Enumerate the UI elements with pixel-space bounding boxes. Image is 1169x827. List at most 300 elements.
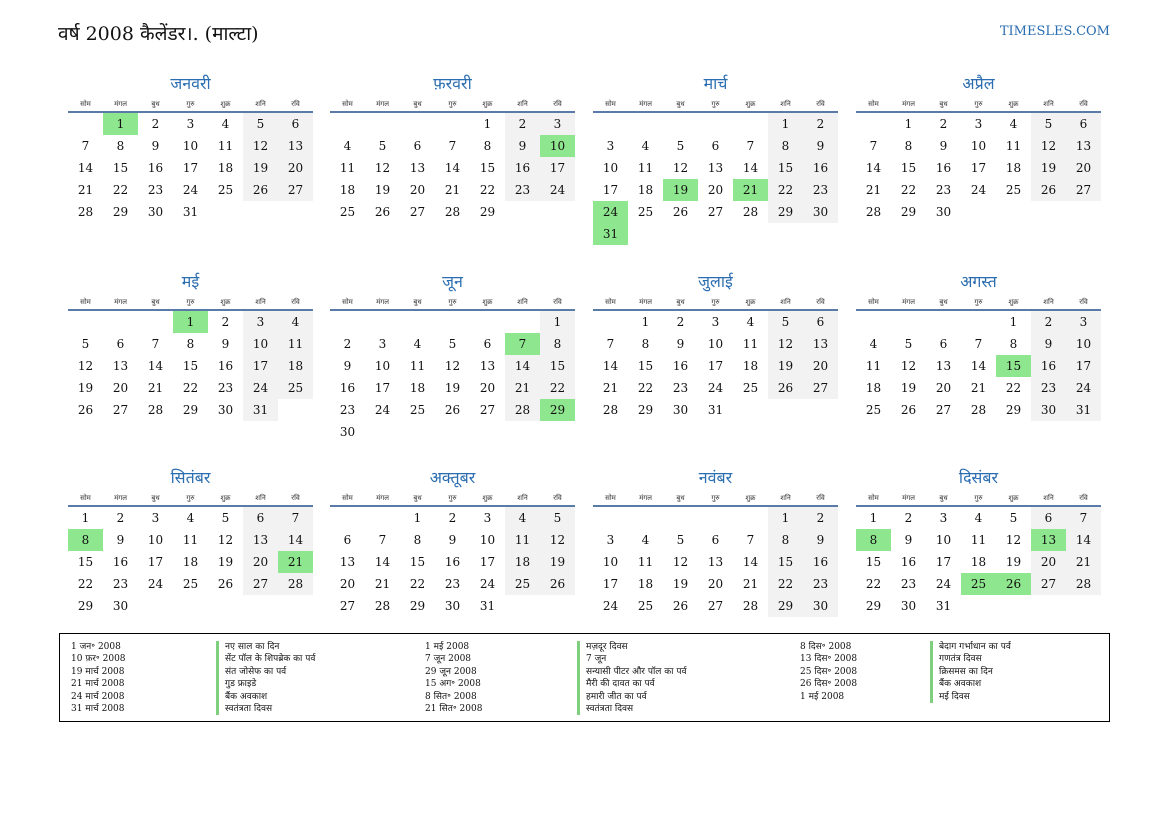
day-cell[interactable]: 14 [505, 355, 540, 377]
day-cell[interactable]: 12 [217, 533, 234, 547]
day-cell[interactable]: 16 [803, 157, 838, 179]
day-cell[interactable]: 15 [768, 157, 803, 179]
day-cell[interactable]: 20 [479, 381, 496, 395]
day-cell[interactable]: 2 [1031, 311, 1066, 333]
day-cell[interactable]: 11 [1005, 139, 1022, 153]
day-cell[interactable]: 27 [707, 599, 724, 613]
day-cell[interactable]: 3 [1066, 311, 1101, 333]
day-cell[interactable]: 10 [374, 359, 391, 373]
day-cell[interactable]: 21 [865, 183, 882, 197]
day-cell[interactable]: 29 [77, 599, 94, 613]
day-cell[interactable]: 6 [711, 139, 720, 153]
day-cell[interactable]: 6 [116, 337, 125, 351]
day-cell[interactable]: 9 [116, 533, 125, 547]
day-cell[interactable]: 3 [186, 117, 195, 131]
day-cell[interactable]: 9 [151, 139, 160, 153]
day-cell[interactable]: 27 [278, 179, 313, 201]
day-cell[interactable]: 25 [637, 599, 654, 613]
day-cell[interactable]: 3 [606, 139, 615, 153]
day-cell[interactable]: 16 [935, 161, 952, 175]
day-cell[interactable]: 16 [672, 359, 689, 373]
day-cell[interactable]: 24 [1066, 377, 1101, 399]
day-cell[interactable]: 28 [602, 403, 619, 417]
day-cell[interactable]: 25 [409, 403, 426, 417]
day-cell[interactable]: 3 [606, 533, 615, 547]
day-cell[interactable]: 7 [151, 337, 160, 351]
day-cell[interactable]: 12 [243, 135, 278, 157]
day-cell[interactable]: 4 [278, 311, 313, 333]
day-cell[interactable]: 2 [676, 315, 685, 329]
day-cell[interactable]: 9 [448, 533, 457, 547]
day-cell[interactable]: 25 [217, 183, 234, 197]
day-cell[interactable]: 28 [742, 599, 759, 613]
day-cell[interactable]: 25 [742, 381, 759, 395]
day-cell[interactable]: 16 [505, 157, 540, 179]
day-cell[interactable]: 14 [374, 555, 391, 569]
day-cell[interactable]: 3 [974, 117, 983, 131]
holiday-day-cell[interactable]: 13 [1031, 529, 1066, 551]
day-cell[interactable]: 18 [182, 555, 199, 569]
day-cell[interactable]: 14 [1066, 529, 1101, 551]
day-cell[interactable]: 1 [81, 511, 90, 525]
day-cell[interactable]: 28 [147, 403, 164, 417]
day-cell[interactable]: 6 [803, 311, 838, 333]
day-cell[interactable]: 1 [641, 315, 650, 329]
day-cell[interactable]: 8 [1009, 337, 1018, 351]
day-cell[interactable]: 19 [900, 381, 917, 395]
day-cell[interactable]: 4 [413, 337, 422, 351]
day-cell[interactable]: 22 [900, 183, 917, 197]
day-cell[interactable]: 5 [81, 337, 90, 351]
day-cell[interactable]: 5 [221, 511, 230, 525]
day-cell[interactable]: 5 [904, 337, 913, 351]
day-cell[interactable]: 20 [243, 551, 278, 573]
day-cell[interactable]: 24 [243, 377, 278, 399]
day-cell[interactable]: 28 [278, 573, 313, 595]
day-cell[interactable]: 14 [865, 161, 882, 175]
holiday-day-cell[interactable]: 21 [278, 551, 313, 573]
day-cell[interactable]: 20 [278, 157, 313, 179]
day-cell[interactable]: 3 [939, 511, 948, 525]
day-cell[interactable]: 12 [1031, 135, 1066, 157]
day-cell[interactable]: 2 [505, 113, 540, 135]
day-cell[interactable]: 28 [374, 599, 391, 613]
day-cell[interactable]: 16 [217, 359, 234, 373]
day-cell[interactable]: 11 [742, 337, 759, 351]
day-cell[interactable]: 19 [540, 551, 575, 573]
day-cell[interactable]: 29 [865, 599, 882, 613]
day-cell[interactable]: 18 [637, 577, 654, 591]
day-cell[interactable]: 4 [869, 337, 878, 351]
day-cell[interactable]: 22 [77, 577, 94, 591]
day-cell[interactable]: 23 [217, 381, 234, 395]
day-cell[interactable]: 7 [746, 533, 755, 547]
day-cell[interactable]: 21 [970, 381, 987, 395]
day-cell[interactable]: 6 [243, 507, 278, 529]
day-cell[interactable]: 2 [448, 511, 457, 525]
day-cell[interactable]: 7 [448, 139, 457, 153]
day-cell[interactable]: 15 [77, 555, 94, 569]
day-cell[interactable]: 16 [112, 555, 129, 569]
day-cell[interactable]: 24 [935, 577, 952, 591]
day-cell[interactable]: 9 [803, 529, 838, 551]
day-cell[interactable]: 10 [243, 333, 278, 355]
holiday-day-cell[interactable]: 21 [733, 179, 768, 201]
day-cell[interactable]: 10 [935, 533, 952, 547]
day-cell[interactable]: 23 [1031, 377, 1066, 399]
day-cell[interactable]: 10 [147, 533, 164, 547]
day-cell[interactable]: 26 [768, 377, 803, 399]
day-cell[interactable]: 23 [444, 577, 461, 591]
day-cell[interactable]: 30 [444, 599, 461, 613]
holiday-day-cell[interactable]: 7 [505, 333, 540, 355]
holiday-day-cell[interactable]: 26 [996, 573, 1031, 595]
day-cell[interactable]: 10 [1066, 333, 1101, 355]
day-cell[interactable]: 20 [339, 577, 356, 591]
day-cell[interactable]: 25 [1005, 183, 1022, 197]
day-cell[interactable]: 17 [243, 355, 278, 377]
day-cell[interactable]: 28 [742, 205, 759, 219]
day-cell[interactable]: 28 [970, 403, 987, 417]
day-cell[interactable]: 25 [182, 577, 199, 591]
day-cell[interactable]: 21 [602, 381, 619, 395]
day-cell[interactable]: 26 [1031, 179, 1066, 201]
day-cell[interactable]: 24 [707, 381, 724, 395]
day-cell[interactable]: 22 [1005, 381, 1022, 395]
day-cell[interactable]: 9 [1031, 333, 1066, 355]
day-cell[interactable]: 23 [112, 577, 129, 591]
day-cell[interactable]: 31 [1066, 399, 1101, 421]
holiday-day-cell[interactable]: 31 [593, 223, 628, 245]
day-cell[interactable]: 16 [900, 555, 917, 569]
day-cell[interactable]: 22 [768, 573, 803, 595]
day-cell[interactable]: 11 [505, 529, 540, 551]
holiday-day-cell[interactable]: 24 [593, 201, 628, 223]
day-cell[interactable]: 24 [602, 599, 619, 613]
day-cell[interactable]: 13 [243, 529, 278, 551]
day-cell[interactable]: 9 [505, 135, 540, 157]
day-cell[interactable]: 29 [409, 599, 426, 613]
day-cell[interactable]: 27 [243, 573, 278, 595]
day-cell[interactable]: 1 [540, 311, 575, 333]
day-cell[interactable]: 15 [182, 359, 199, 373]
holiday-day-cell[interactable]: 8 [68, 529, 103, 551]
day-cell[interactable]: 7 [378, 533, 387, 547]
day-cell[interactable]: 5 [448, 337, 457, 351]
day-cell[interactable]: 17 [602, 183, 619, 197]
day-cell[interactable]: 4 [186, 511, 195, 525]
day-cell[interactable]: 4 [641, 533, 650, 547]
day-cell[interactable]: 1 [483, 117, 492, 131]
day-cell[interactable]: 16 [339, 381, 356, 395]
holiday-day-cell[interactable]: 8 [856, 529, 891, 551]
day-cell[interactable]: 24 [182, 183, 199, 197]
day-cell[interactable]: 13 [112, 359, 129, 373]
day-cell[interactable]: 17 [540, 157, 575, 179]
day-cell[interactable]: 12 [77, 359, 94, 373]
day-cell[interactable]: 17 [602, 577, 619, 591]
day-cell[interactable]: 5 [378, 139, 387, 153]
day-cell[interactable]: 8 [641, 337, 650, 351]
day-cell[interactable]: 13 [707, 161, 724, 175]
day-cell[interactable]: 13 [278, 135, 313, 157]
day-cell[interactable]: 4 [343, 139, 352, 153]
day-cell[interactable]: 28 [444, 205, 461, 219]
day-cell[interactable]: 13 [935, 359, 952, 373]
holiday-day-cell[interactable]: 29 [540, 399, 575, 421]
day-cell[interactable]: 15 [768, 551, 803, 573]
day-cell[interactable]: 27 [479, 403, 496, 417]
day-cell[interactable]: 28 [505, 399, 540, 421]
day-cell[interactable]: 12 [540, 529, 575, 551]
day-cell[interactable]: 30 [672, 403, 689, 417]
day-cell[interactable]: 19 [672, 577, 689, 591]
day-cell[interactable]: 29 [900, 205, 917, 219]
day-cell[interactable]: 15 [540, 355, 575, 377]
day-cell[interactable]: 2 [343, 337, 352, 351]
day-cell[interactable]: 13 [803, 333, 838, 355]
day-cell[interactable]: 12 [768, 333, 803, 355]
day-cell[interactable]: 10 [602, 555, 619, 569]
day-cell[interactable]: 28 [865, 205, 882, 219]
day-cell[interactable]: 20 [803, 355, 838, 377]
day-cell[interactable]: 6 [413, 139, 422, 153]
day-cell[interactable]: 23 [900, 577, 917, 591]
day-cell[interactable]: 11 [182, 533, 199, 547]
day-cell[interactable]: 27 [112, 403, 129, 417]
day-cell[interactable]: 12 [444, 359, 461, 373]
day-cell[interactable]: 24 [479, 577, 496, 591]
day-cell[interactable]: 8 [483, 139, 492, 153]
day-cell[interactable]: 30 [900, 599, 917, 613]
day-cell[interactable]: 8 [116, 139, 125, 153]
day-cell[interactable]: 20 [707, 183, 724, 197]
day-cell[interactable]: 5 [1031, 113, 1066, 135]
day-cell[interactable]: 3 [378, 337, 387, 351]
day-cell[interactable]: 28 [77, 205, 94, 219]
day-cell[interactable]: 29 [768, 201, 803, 223]
day-cell[interactable]: 31 [935, 599, 952, 613]
day-cell[interactable]: 22 [112, 183, 129, 197]
holiday-day-cell[interactable]: 25 [961, 573, 996, 595]
day-cell[interactable]: 6 [711, 533, 720, 547]
day-cell[interactable]: 26 [374, 205, 391, 219]
day-cell[interactable]: 24 [970, 183, 987, 197]
day-cell[interactable]: 11 [637, 555, 654, 569]
day-cell[interactable]: 1 [869, 511, 878, 525]
day-cell[interactable]: 27 [803, 377, 838, 399]
day-cell[interactable]: 8 [768, 529, 803, 551]
day-cell[interactable]: 2 [803, 507, 838, 529]
day-cell[interactable]: 19 [374, 183, 391, 197]
holiday-day-cell[interactable]: 19 [663, 179, 698, 201]
day-cell[interactable]: 15 [900, 161, 917, 175]
day-cell[interactable]: 14 [147, 359, 164, 373]
day-cell[interactable]: 12 [374, 161, 391, 175]
day-cell[interactable]: 13 [707, 555, 724, 569]
day-cell[interactable]: 5 [1009, 511, 1018, 525]
day-cell[interactable]: 19 [243, 157, 278, 179]
day-cell[interactable]: 7 [606, 337, 615, 351]
day-cell[interactable]: 16 [1031, 355, 1066, 377]
day-cell[interactable]: 29 [112, 205, 129, 219]
day-cell[interactable]: 20 [112, 381, 129, 395]
day-cell[interactable]: 11 [278, 333, 313, 355]
day-cell[interactable]: 21 [147, 381, 164, 395]
day-cell[interactable]: 23 [803, 179, 838, 201]
day-cell[interactable]: 6 [939, 337, 948, 351]
day-cell[interactable]: 26 [243, 179, 278, 201]
day-cell[interactable]: 22 [409, 577, 426, 591]
day-cell[interactable]: 29 [768, 595, 803, 617]
day-cell[interactable]: 31 [182, 205, 199, 219]
day-cell[interactable]: 3 [483, 511, 492, 525]
day-cell[interactable]: 25 [278, 377, 313, 399]
day-cell[interactable]: 21 [742, 577, 759, 591]
day-cell[interactable]: 23 [672, 381, 689, 395]
day-cell[interactable]: 2 [939, 117, 948, 131]
day-cell[interactable]: 18 [637, 183, 654, 197]
day-cell[interactable]: 25 [637, 205, 654, 219]
day-cell[interactable]: 30 [803, 201, 838, 223]
day-cell[interactable]: 26 [672, 599, 689, 613]
day-cell[interactable]: 19 [444, 381, 461, 395]
day-cell[interactable]: 2 [904, 511, 913, 525]
day-cell[interactable]: 14 [278, 529, 313, 551]
day-cell[interactable]: 9 [221, 337, 230, 351]
day-cell[interactable]: 27 [339, 599, 356, 613]
day-cell[interactable]: 12 [1005, 533, 1022, 547]
day-cell[interactable]: 7 [869, 139, 878, 153]
day-cell[interactable]: 3 [711, 315, 720, 329]
day-cell[interactable]: 17 [479, 555, 496, 569]
day-cell[interactable]: 30 [935, 205, 952, 219]
day-cell[interactable]: 17 [970, 161, 987, 175]
day-cell[interactable]: 30 [217, 403, 234, 417]
day-cell[interactable]: 14 [77, 161, 94, 175]
holiday-day-cell[interactable]: 15 [996, 355, 1031, 377]
day-cell[interactable]: 20 [935, 381, 952, 395]
day-cell[interactable]: 21 [374, 577, 391, 591]
day-cell[interactable]: 11 [339, 161, 356, 175]
day-cell[interactable]: 18 [505, 551, 540, 573]
day-cell[interactable]: 11 [217, 139, 234, 153]
day-cell[interactable]: 14 [970, 359, 987, 373]
day-cell[interactable]: 4 [974, 511, 983, 525]
day-cell[interactable]: 7 [974, 337, 983, 351]
day-cell[interactable]: 5 [676, 533, 685, 547]
day-cell[interactable]: 20 [1066, 157, 1101, 179]
day-cell[interactable]: 25 [865, 403, 882, 417]
day-cell[interactable]: 18 [1005, 161, 1022, 175]
day-cell[interactable]: 27 [409, 205, 426, 219]
holiday-day-cell[interactable]: 10 [540, 135, 575, 157]
day-cell[interactable]: 30 [112, 599, 129, 613]
day-cell[interactable]: 15 [409, 555, 426, 569]
day-cell[interactable]: 1 [768, 507, 803, 529]
day-cell[interactable]: 12 [672, 161, 689, 175]
day-cell[interactable]: 17 [147, 555, 164, 569]
day-cell[interactable]: 14 [602, 359, 619, 373]
day-cell[interactable]: 13 [479, 359, 496, 373]
day-cell[interactable]: 3 [540, 113, 575, 135]
day-cell[interactable]: 26 [900, 403, 917, 417]
day-cell[interactable]: 17 [1066, 355, 1101, 377]
day-cell[interactable]: 14 [742, 161, 759, 175]
day-cell[interactable]: 31 [243, 399, 278, 421]
day-cell[interactable]: 13 [409, 161, 426, 175]
day-cell[interactable]: 9 [803, 135, 838, 157]
day-cell[interactable]: 1 [413, 511, 422, 525]
day-cell[interactable]: 22 [865, 577, 882, 591]
day-cell[interactable]: 27 [935, 403, 952, 417]
day-cell[interactable]: 16 [147, 161, 164, 175]
day-cell[interactable]: 1 [904, 117, 913, 131]
day-cell[interactable]: 16 [444, 555, 461, 569]
day-cell[interactable]: 18 [217, 161, 234, 175]
day-cell[interactable]: 18 [742, 359, 759, 373]
day-cell[interactable]: 31 [707, 403, 724, 417]
day-cell[interactable]: 13 [1066, 135, 1101, 157]
day-cell[interactable]: 19 [217, 555, 234, 569]
day-cell[interactable]: 5 [676, 139, 685, 153]
day-cell[interactable]: 23 [339, 403, 356, 417]
day-cell[interactable]: 26 [217, 577, 234, 591]
day-cell[interactable]: 7 [746, 139, 755, 153]
day-cell[interactable]: 27 [707, 205, 724, 219]
day-cell[interactable]: 10 [182, 139, 199, 153]
day-cell[interactable]: 21 [444, 183, 461, 197]
day-cell[interactable]: 12 [900, 359, 917, 373]
day-cell[interactable]: 22 [637, 381, 654, 395]
day-cell[interactable]: 17 [935, 555, 952, 569]
day-cell[interactable]: 11 [409, 359, 426, 373]
day-cell[interactable]: 15 [865, 555, 882, 569]
day-cell[interactable]: 8 [186, 337, 195, 351]
day-cell[interactable]: 15 [479, 161, 496, 175]
day-cell[interactable]: 5 [243, 113, 278, 135]
day-cell[interactable]: 4 [746, 315, 755, 329]
day-cell[interactable]: 9 [904, 533, 913, 547]
day-cell[interactable]: 4 [221, 117, 230, 131]
site-link[interactable]: TIMESLES.COM [999, 24, 1110, 39]
day-cell[interactable]: 6 [343, 533, 352, 547]
day-cell[interactable]: 7 [278, 507, 313, 529]
day-cell[interactable]: 21 [1066, 551, 1101, 573]
day-cell[interactable]: 8 [768, 135, 803, 157]
day-cell[interactable]: 29 [479, 205, 496, 219]
day-cell[interactable]: 1 [1009, 315, 1018, 329]
day-cell[interactable]: 1 [768, 113, 803, 135]
day-cell[interactable]: 19 [1005, 555, 1022, 569]
day-cell[interactable]: 31 [479, 599, 496, 613]
day-cell[interactable]: 30 [803, 595, 838, 617]
day-cell[interactable]: 26 [540, 573, 575, 595]
day-cell[interactable]: 17 [182, 161, 199, 175]
day-cell[interactable]: 25 [339, 205, 356, 219]
day-cell[interactable]: 25 [505, 573, 540, 595]
day-cell[interactable]: 10 [970, 139, 987, 153]
day-cell[interactable]: 12 [672, 555, 689, 569]
day-cell[interactable]: 27 [1031, 573, 1066, 595]
day-cell[interactable]: 20 [707, 577, 724, 591]
day-cell[interactable]: 29 [182, 403, 199, 417]
day-cell[interactable]: 5 [768, 311, 803, 333]
day-cell[interactable]: 19 [77, 381, 94, 395]
day-cell[interactable]: 2 [221, 315, 230, 329]
day-cell[interactable]: 4 [505, 507, 540, 529]
day-cell[interactable]: 6 [1031, 507, 1066, 529]
